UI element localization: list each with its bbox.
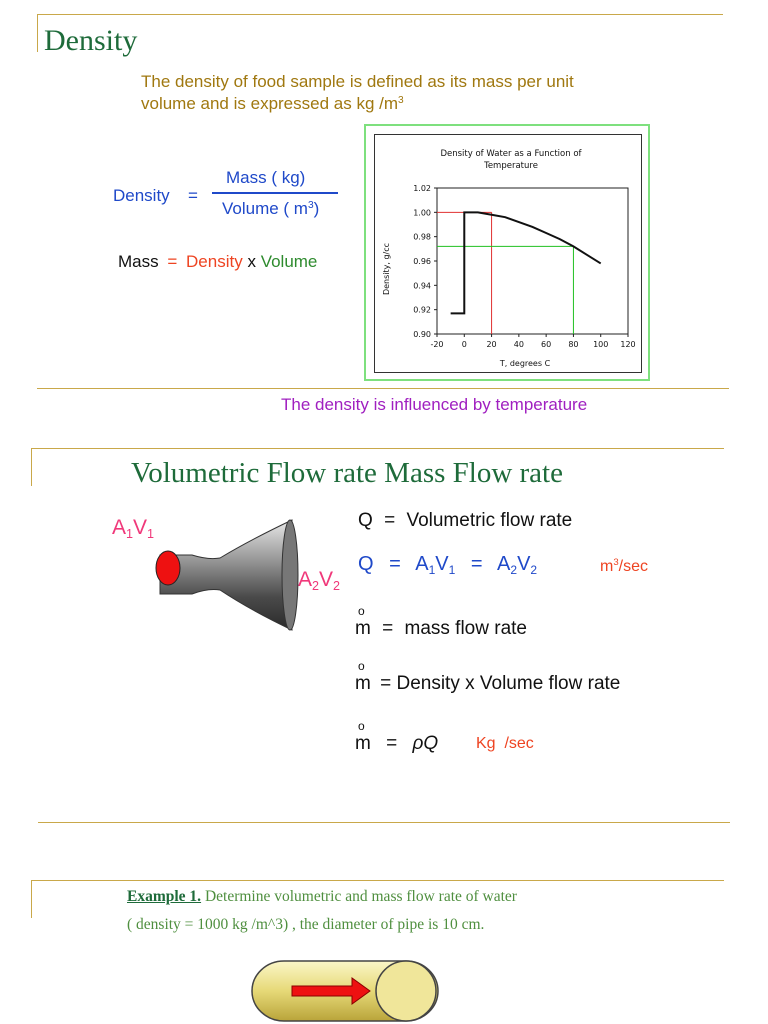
pipe-end <box>376 961 436 1021</box>
density-chart <box>375 135 641 372</box>
y-tick-label: 0.98 <box>413 232 431 242</box>
x-tick-label: 120 <box>620 340 636 349</box>
density-equals: = <box>188 186 198 205</box>
nozzle-illustration <box>150 510 300 640</box>
top-rule-3 <box>31 880 724 881</box>
fraction-bar <box>212 192 338 194</box>
mdot-rho-q: o m = ρQ <box>355 719 439 754</box>
mass-times: x <box>247 252 256 271</box>
mass-eq-sign: = <box>167 252 178 271</box>
y-tick-label: 0.92 <box>413 305 431 315</box>
example-text: Determine volumetric and mass flow rate of water <box>201 888 517 905</box>
intro-line-2: volume and is expressed as kg $/m^3$ <box>141 94 404 113</box>
top-rule-2 <box>31 448 724 449</box>
temperature-note: The density is influenced by temperature <box>281 395 588 414</box>
mass-volume-word: Volume <box>260 252 318 271</box>
example-line-1 <box>127 888 517 906</box>
density-series-line <box>451 212 601 313</box>
mid-rule-1 <box>37 388 729 389</box>
y-tick-label: 0.90 <box>413 330 431 339</box>
mdot-definition: o m = mass flow rate <box>355 604 527 639</box>
nozzle-body <box>160 520 292 630</box>
density-chart-panel <box>374 134 642 373</box>
left-tick-1 <box>37 14 38 52</box>
x-tick-label: -20 <box>430 340 444 349</box>
pipe-illustration <box>248 958 448 1024</box>
example-label: Example 1. <box>127 888 202 905</box>
x-tick-label: 60 <box>541 340 552 349</box>
bottom-rule-2 <box>38 822 730 823</box>
left-tick-3 <box>31 880 32 918</box>
density-chart-frame <box>364 124 650 381</box>
y-tick-label: 0.94 <box>413 281 431 291</box>
x-tick-label: 0 <box>461 340 467 349</box>
q-unit: $m^3/\sec$ <box>600 557 649 575</box>
x-tick-label: 100 <box>593 340 609 349</box>
mass-word: Mass <box>118 252 159 271</box>
chart-plot-area <box>437 188 628 334</box>
page-title-flow: Volumetric Flow rate Mass Flow rate <box>131 457 563 489</box>
mdot-unit: Kg /sec <box>476 735 534 752</box>
y-tick-label: 1.00 <box>413 208 431 218</box>
x-tick-label: 40 <box>513 340 524 349</box>
mass-equation <box>118 252 317 272</box>
intro-line-1: The density of food sample is defined as its mass per unit <box>141 72 574 91</box>
fraction-numerator: Mass ( kg) <box>226 168 306 187</box>
y-tick-label: 0.96 <box>413 257 431 266</box>
a2v2-label: $A_2V_2$ <box>298 568 341 593</box>
nozzle-inlet <box>156 551 180 585</box>
q-area-velocity: $Q = A_1V_1 = A_2V_2$ <box>358 553 538 577</box>
nozzle-outlet <box>282 520 298 630</box>
fraction-denominator: Volume ( $m^3$) <box>222 199 320 218</box>
mdot-density-volume: o m = Density x Volume flow rate <box>355 659 621 694</box>
chart-ylabel: Density, g/cc <box>382 242 391 296</box>
left-tick-2 <box>31 448 32 486</box>
y-tick-label: 1.02 <box>413 184 431 193</box>
a1v1-label: $A_1V_1$ <box>112 516 155 541</box>
chart-xlabel: T, degrees C <box>499 359 551 368</box>
q-definition: Q = Volumetric flow rate <box>358 510 573 531</box>
top-rule-1 <box>37 14 723 15</box>
mass-density-word: Density <box>186 252 243 271</box>
density-label: Density <box>113 186 170 205</box>
x-tick-label: 80 <box>568 340 579 349</box>
chart-title-line1: Density of Water as a Function of <box>440 149 582 159</box>
x-tick-label: 20 <box>486 340 497 349</box>
chart-title-line2: Temperature <box>484 161 538 171</box>
example-line-2: ( density = 1000 kg /m^3) , the diameter of pipe is 10 cm. <box>127 916 485 933</box>
page-title-density: Density <box>44 24 138 57</box>
